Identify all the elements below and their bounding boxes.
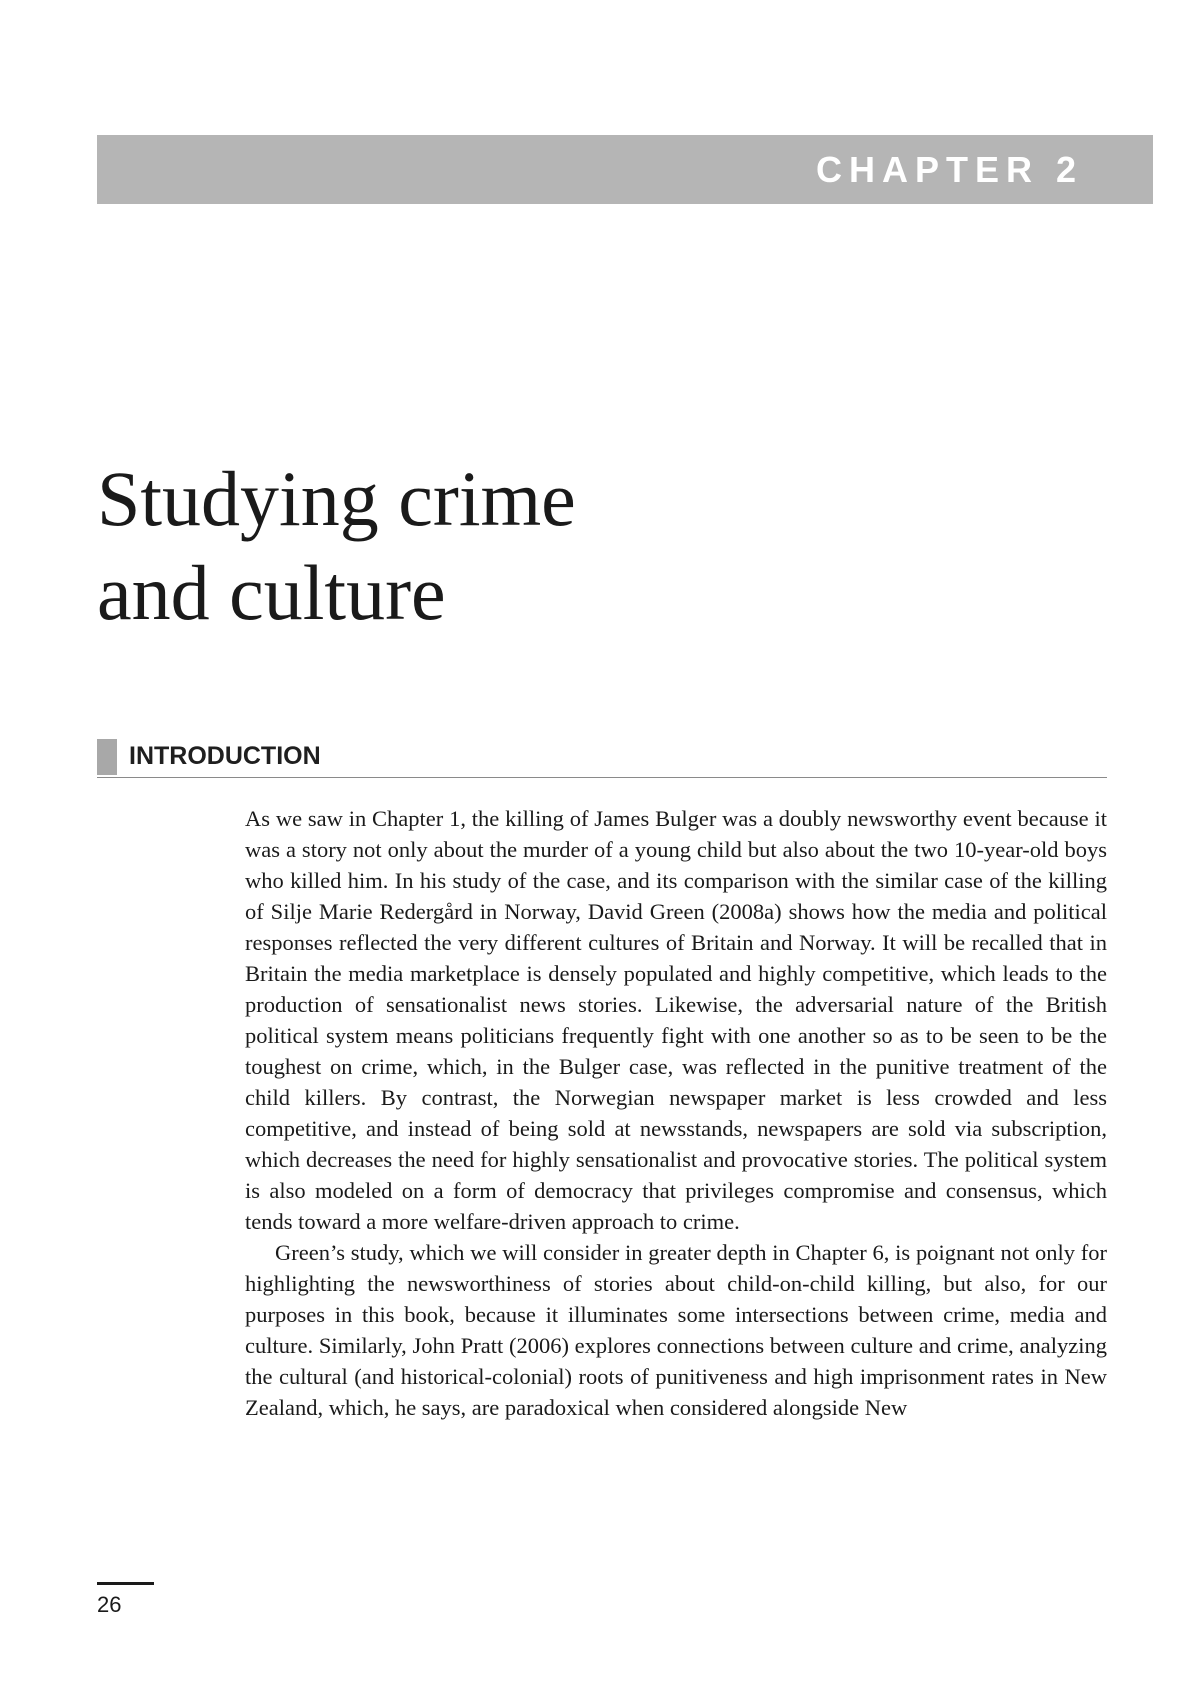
chapter-title-line-1: Studying crime <box>97 455 576 542</box>
section-heading <box>97 739 1107 778</box>
section-heading-label: INTRODUCTION <box>129 742 321 770</box>
chapter-title-line-2: and culture <box>97 549 446 636</box>
paragraph-1: As we saw in Chapter 1, the killing of James Bulger was a doubly newsworthy event because it was a story not only about the murder of a young child but also about the two 10-year-old boys who killed him. In his study of the case, and its comparison with the similar case of the killing of Silje Marie Redergård in Norway, David Green (2008a) shows how the media and political responses reflected the very different cultures of Britain and Norway. It will be recalled that in Britain the media marketplace is densely populated and highly competitive, which leads to the production of sensationalist news stories. Likewise, the adversarial nature of the British political system means politicians frequently fight with one another so as to be seen to be the toughest on crime, which, in the Bulger case, was reflected in the punitive treatment of the child killers. By contrast, the Norwegian newspaper market is less crowded and less competitive, and instead of being sold at newsstands, newspapers are sold via subscription, which decreases the need for highly sensationalist and provocative stories. The political system is also modeled on a form of democracy that privileges compromise and consensus, which tends toward a more welfare-driven approach to crime. <box>245 806 1107 1234</box>
section-marker <box>97 739 117 775</box>
body-text <box>245 803 1107 1423</box>
folio-rule <box>97 1582 154 1585</box>
paragraph-2: Green’s study, which we will consider in greater depth in Chapter 6, is poignant not only for highlighting the newsworthiness of stories about child-on-child killing, but also, for our purposes in this book, because it illuminates some intersections between crime, media and culture. Similarly, John Pratt (2006) explores connections between culture and crime, analyzing the cultural (and historical-colonial) roots of punitiveness and high imprisonment rates in New Zealand, which, he says, are paradoxical when considered alongside New <box>245 1240 1107 1420</box>
chapter-header-band <box>97 135 1153 204</box>
page-number: 26 <box>97 1592 122 1617</box>
chapter-title <box>97 452 576 640</box>
chapter-label: CHAPTER 2 <box>815 149 1083 190</box>
